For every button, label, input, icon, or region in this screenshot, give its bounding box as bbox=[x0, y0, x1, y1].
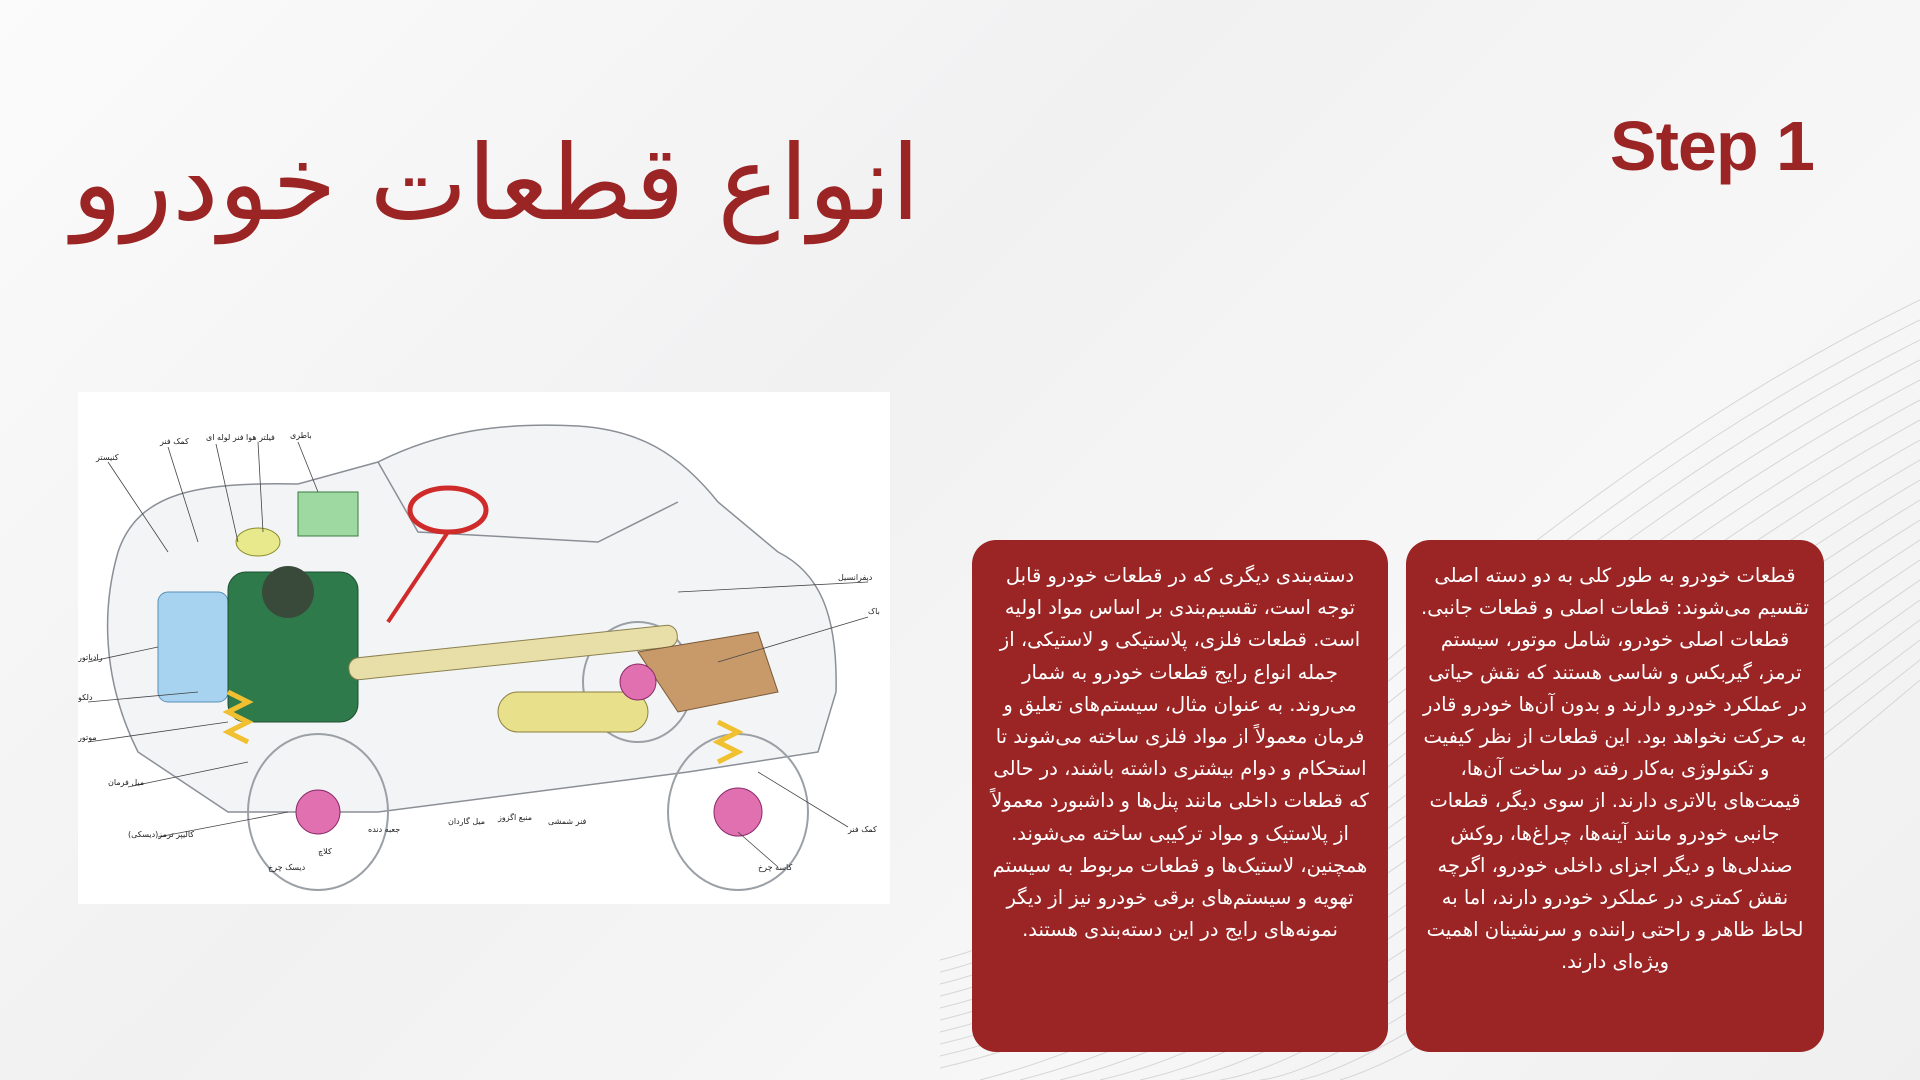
diagram-label: فنر شمشی bbox=[548, 817, 587, 826]
diagram-label: کمک فنر bbox=[848, 825, 877, 834]
car-parts-diagram bbox=[78, 392, 890, 904]
diagram-label: باطری bbox=[290, 431, 312, 440]
diagram-label: دلکو bbox=[78, 693, 93, 702]
diagram-label: دیفرانسیل bbox=[838, 573, 873, 582]
info-card-categories bbox=[1406, 540, 1824, 1052]
diagram-label: دیسک چرخ bbox=[268, 863, 306, 872]
car-diagram-illustration bbox=[78, 392, 890, 904]
step-label: Step 1 bbox=[1609, 107, 1814, 185]
diagram-label: رادیاتور bbox=[78, 653, 103, 662]
card-text: قطعات خودرو به طور کلی به دو دسته اصلی تقسیم می‌شوند: قطعات اصلی و قطعات جانبی. قطعات اصلی خودرو، شامل موتور، سیستم ترمز، گیربکس و شاسی هستند که نقش حیاتی در عملکرد خودرو دارند و بدون آن‌ها خودرو قادر به حرکت نخواهد بود. این قطعات از نظر کیفیت و تکنولوژی به‌کار رفته در ساخت آن‌ها، قیمت‌های بالاتری دارند. از سوی دیگر، قطعات جانبی خودرو مانند آینه‌ها، چراغ‌ها، روکش صندلی‌ها و دیگر اجزای داخلی خودرو، اگرچه نقش کمتری در عملکرد خودرو دارند، اما به لحاظ ظاهر و راحتی راننده و سرنشینان اهمیت ویژه‌ای دارند. bbox=[1421, 564, 1809, 974]
diagram-label: موتور bbox=[78, 733, 97, 742]
diagram-label: میل گاردان bbox=[448, 817, 486, 826]
diagram-label: میل فرمان bbox=[108, 778, 145, 787]
diagram-label: کاسه چرخ bbox=[758, 863, 793, 872]
diagram-label: فیلتر هوا bbox=[246, 433, 275, 442]
diagram-label: کمک فنر bbox=[160, 437, 189, 446]
info-card-materials bbox=[972, 540, 1388, 1052]
diagram-label: جعبه دنده bbox=[368, 825, 401, 834]
diagram-label: باک bbox=[868, 607, 880, 616]
card-text: دسته‌بندی دیگری که در قطعات خودرو قابل توجه است، تقسیم‌بندی بر اساس مواد اولیه است. قطعات فلزی، پلاستیکی و لاستیکی، از جمله انواع رایج قطعات خودرو به شمار می‌روند. به عنوان مثال، سیستم‌های تعلیق و فرمان معمولاً از مواد فلزی ساخته می‌شوند تا استحکام و دوام بیشتری داشته باشند، در حالی که قطعات داخلی مانند پنل‌ها و داشبورد معمولاً از پلاستیک و مواد ترکیبی ساخته می‌شوند. همچنین، لاستیک‌ها و قطعات مربوط به سیستم تهویه و سیستم‌های برقی خودرو نیز از دیگر نمونه‌های رایج در این دسته‌بندی هستند. bbox=[991, 564, 1369, 942]
diagram-label: فنر لوله ای bbox=[206, 433, 244, 442]
diagram-label: کالیپر ترمز(دیسکی) bbox=[128, 830, 195, 839]
diagram-label: منبع اگزوز bbox=[498, 813, 533, 822]
diagram-label: کنیستر bbox=[96, 453, 119, 462]
slide-title: انواع قطعات خودرو bbox=[71, 122, 920, 244]
diagram-label: کلاچ bbox=[318, 847, 332, 856]
